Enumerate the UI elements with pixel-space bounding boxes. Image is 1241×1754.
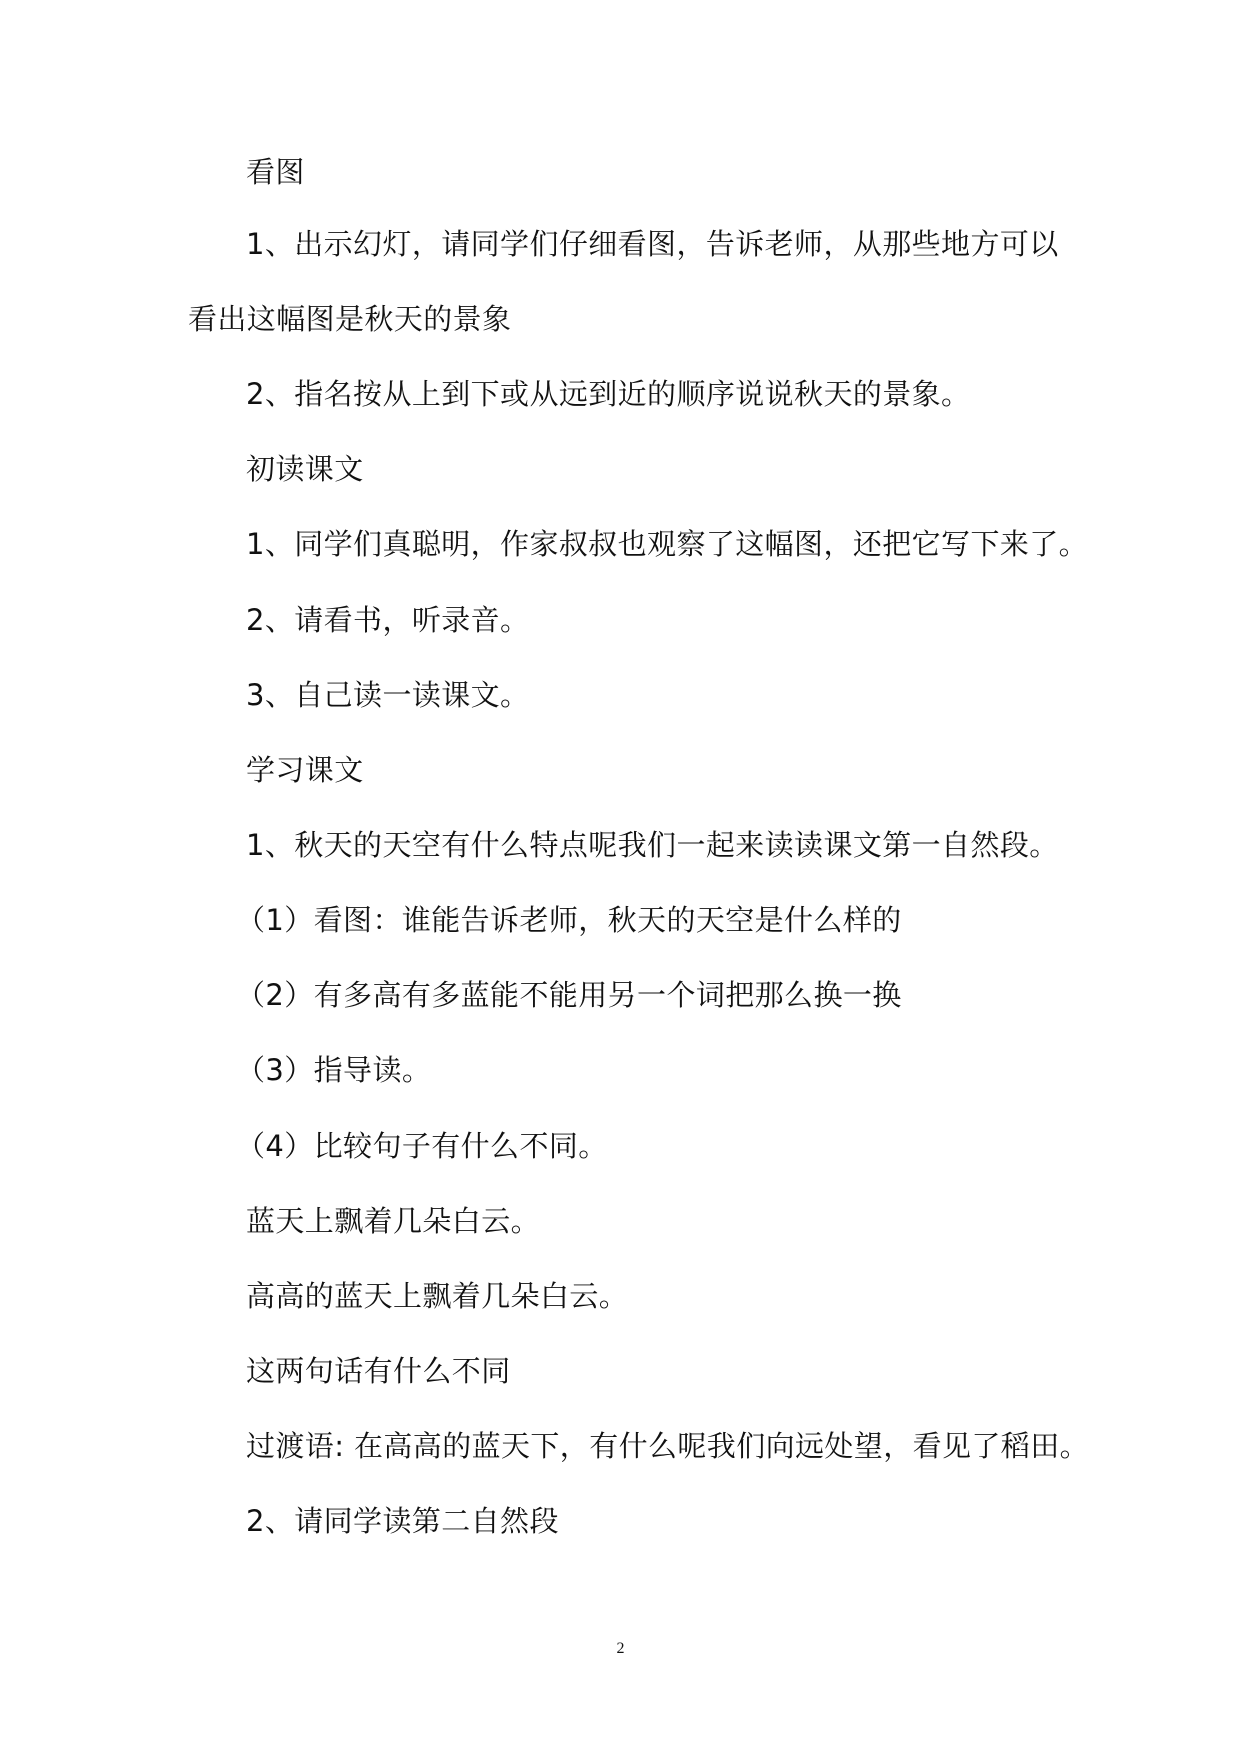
paragraph-line: 看出这幅图是秋天的景象 [188,302,512,336]
sub-item-line: （3）指导读。 [236,1053,432,1087]
paragraph-line: 1、出示幻灯，请同学们仔细看图，告诉老师，从那些地方可以 [246,227,1059,261]
paragraph-line: 2、请同学读第二自然段 [246,1504,559,1538]
paragraph-line: 这两句话有什么不同 [246,1354,511,1388]
paragraph-line: 2、指名按从上到下或从远到近的顺序说说秋天的景象。 [246,377,971,411]
paragraph-line: 过渡语: 在高高的蓝天下，有什么呢我们向远处望，看见了稻田。 [246,1429,1089,1463]
paragraph-line: 1、同学们真聪明，作家叔叔也观察了这幅图，还把它写下来了。 [246,527,1089,561]
example-sentence: 高高的蓝天上飘着几朵白云。 [246,1279,629,1313]
section-heading-initial-reading: 初读课文 [246,452,364,486]
sub-item-line: （2）有多高有多蓝能不能用另一个词把那么换一换 [236,978,902,1012]
section-heading-look-at-picture: 看图 [246,155,305,189]
sub-item-line: （4）比较句子有什么不同。 [236,1129,608,1163]
paragraph-line: 3、自己读一读课文。 [246,678,530,712]
example-sentence: 蓝天上飘着几朵白云。 [246,1204,541,1238]
section-heading-study-text: 学习课文 [246,753,364,787]
sub-item-line: （1）看图：谁能告诉老师，秋天的天空是什么样的 [236,903,902,937]
paragraph-line: 2、请看书，听录音。 [246,603,530,637]
page-number: 2 [616,1640,625,1657]
paragraph-line: 1、秋天的天空有什么特点呢我们一起来读读课文第一自然段。 [246,828,1059,862]
